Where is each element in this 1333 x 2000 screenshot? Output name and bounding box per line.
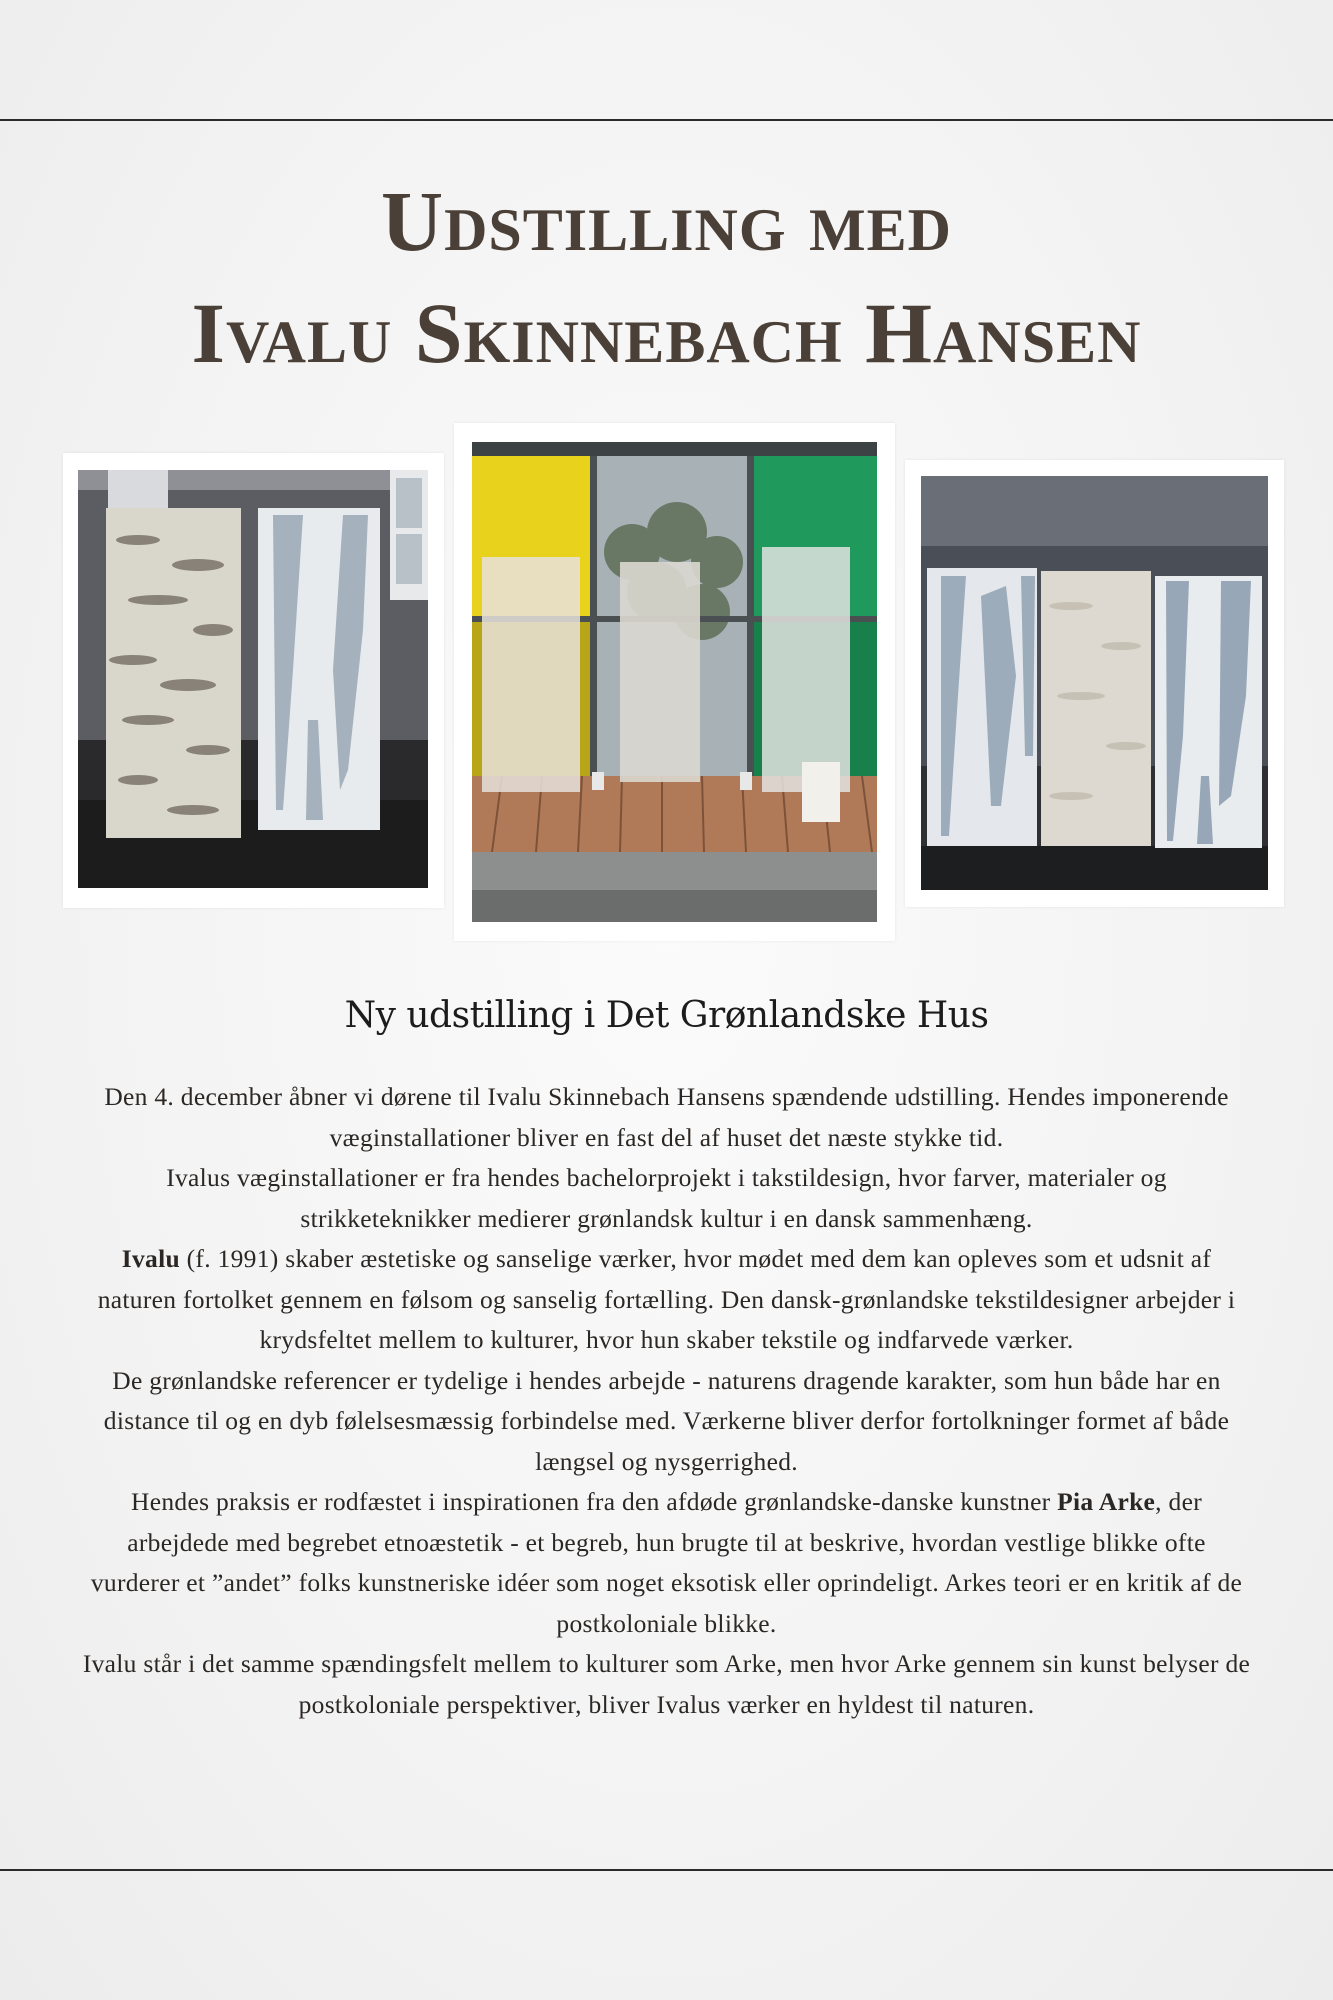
- paragraph-5-text: , der arbejdede med begrebet etnoæstetik - et begreb, hun brugte til at beskrive, hvordan vestlige blikke ofte vurderer et ”andet” folks kunstneriske idéer som noget eksotisk eller oprindeligt. Arkes teori er en kritik af de postkoloniale blikke.: [90, 1487, 1243, 1638]
- paragraph-1: Den 4. december åbner vi dørene til Ivalu Skinnebach Hansens spændende udstilling. Hendes imponerende væginstallationer bliver en fast del af huset det næste stykke tid.: [104, 1082, 1229, 1152]
- photo-right-image: [921, 476, 1268, 890]
- pia-arke-name: Pia Arke: [1057, 1487, 1156, 1516]
- top-divider: [0, 119, 1333, 121]
- photo-center-image: [472, 442, 877, 922]
- article-body: [80, 1077, 1253, 1725]
- paragraph-2: Ivalus væginstallationer er fra hendes bachelorprojekt i takstildesign, hvor farver, materialer og strikketeknikker medierer grønlandsk kultur i en dansk sammenhæng.: [166, 1163, 1167, 1233]
- bottom-divider: [0, 1869, 1333, 1871]
- paragraph-3-text: (f. 1991) skaber æstetiske og sanselige værker, hvor mødet med dem kan opleves som et udsnit af naturen fortolket gennem en følsom og sanselig fortælling. Den dansk-grønlandske tekstildesigner arbejder i krydsfeltet mellem to kulturer, hvor hun skaber tekstile og indfarvede værker.: [97, 1244, 1236, 1354]
- page-title: [0, 165, 1333, 389]
- artist-name: Ivalu: [121, 1244, 180, 1273]
- title-line-2: Ivalu Skinnebach Hansen: [191, 285, 1142, 381]
- paragraph-5: [80, 1482, 1253, 1644]
- article-subtitle: Ny udstilling i Det Grønlandske Hus: [344, 995, 989, 1036]
- photo-right-three-panels: [905, 460, 1284, 907]
- paragraph-5-start: Hendes praksis er rodfæstet i inspirationen fra den afdøde grønlandske-danske kunstner: [131, 1487, 1058, 1516]
- photo-center-pavilion: [454, 423, 895, 941]
- photo-left-textile-panels: [63, 453, 444, 908]
- paragraph-3: [80, 1239, 1253, 1361]
- photo-left-image: [78, 470, 428, 888]
- paragraph-6: Ivalu står i det samme spændingsfelt mellem to kulturer som Arke, men hvor Arke gennem sin kunst belyser de postkoloniale perspektiver, bliver Ivalus værker en hyldest til naturen.: [82, 1649, 1251, 1719]
- paragraph-4: De grønlandske referencer er tydelige i hendes arbejde - naturens dragende karakter, som hun både har en distance til og en dyb følelsesmæssig forbindelse med. Værkerne bliver derfor fortolkninger formet af både længsel og nysgerrighed.: [103, 1365, 1230, 1476]
- title-line-1: Udstilling med: [380, 173, 953, 269]
